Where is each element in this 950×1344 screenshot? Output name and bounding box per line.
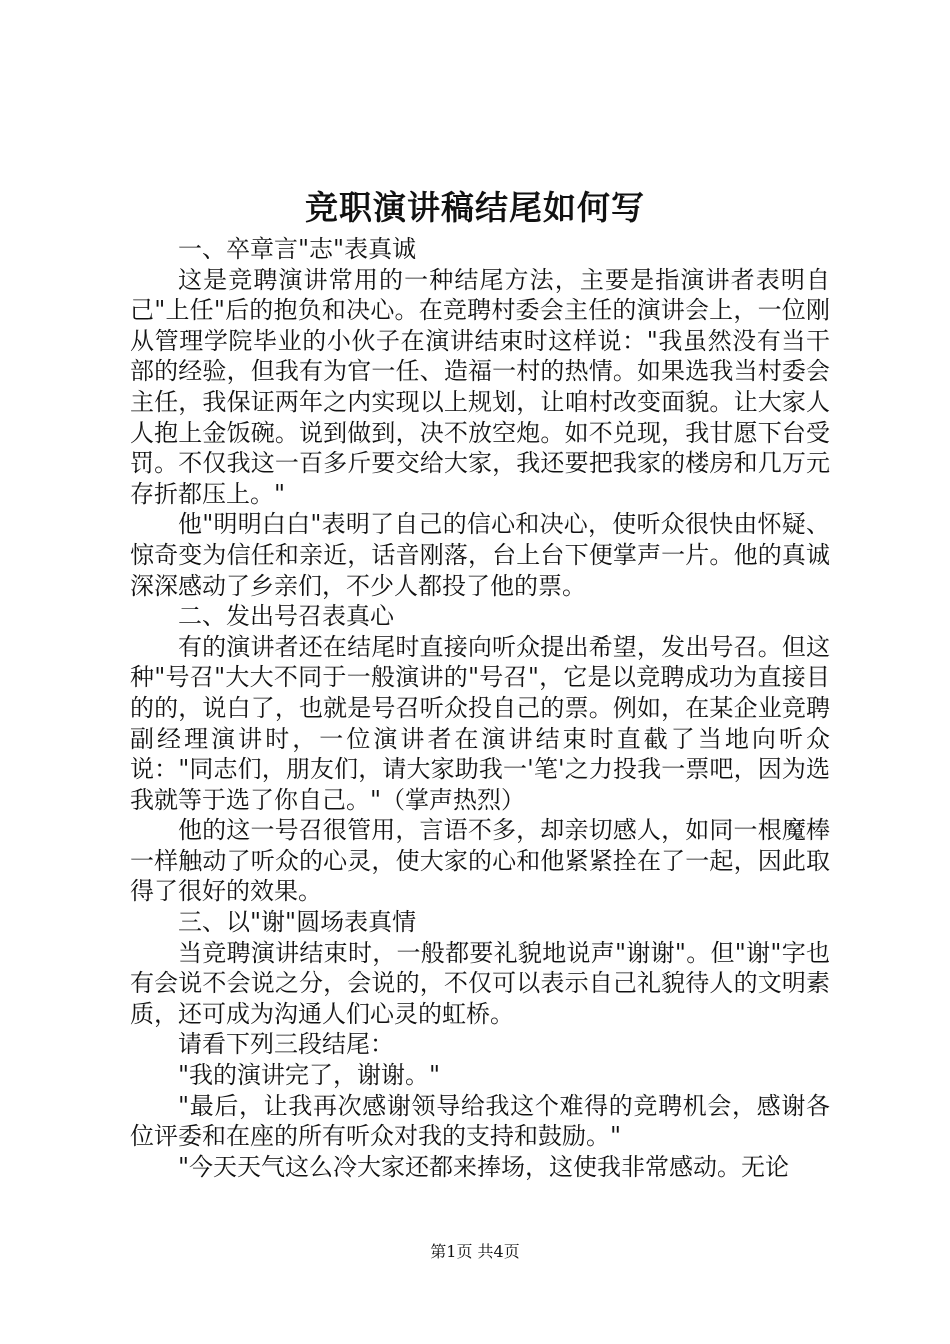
- paragraph: 有的演讲者还在结尾时直接向听众提出希望，发出号召。但这种"号召"大大不同于一般演讲的"号召"，它是以竞聘成功为直接目的的，说白了，也就是号召听众投自己的票。例如，在某企业竞聘副经理演讲时，一位演讲者在演讲结束时直截了当地向听众说："同志们，朋友们，请大家助我一'笔'之力投我一票吧，因为选我就等于选了你自己。"（掌声热烈）: [130, 632, 830, 814]
- paragraph: 请看下列三段结尾：: [178, 1030, 394, 1059]
- document-body: [130, 234, 830, 1182]
- heading-section-3: 三、以"谢"圆场表真情: [178, 908, 417, 937]
- quote-example: "今天天气这么冷大家还都来捧场，这使我非常感动。无论: [178, 1152, 790, 1181]
- document-title: 竞职演讲稿结尾如何写: [305, 188, 645, 227]
- paragraph: 当竞聘演讲结束时，一般都要礼貌地说声"谢谢"。但"谢"字也有会说不会说之分，会说的，不仅可以表示自己礼貌待人的文明素质，还可成为沟通人们心灵的虹桥。: [130, 938, 830, 1028]
- heading-section-1: 一、卒章言"志"表真诚: [178, 235, 417, 263]
- paragraph: 这是竞聘演讲常用的一种结尾方法，主要是指演讲者表明自己"上任"后的抱负和决心。在竞聘村委会主任的演讲会上，一位刚从管理学院毕业的小伙子在演讲结束时这样说："我虽然没有当干部的经验，但我有为官一任、造福一村的热情。如果选我当村委会主任，我保证两年之内实现以上规划，让咱村改变面貌。让大家人人抱上金饭碗。说到做到，决不放空炮。如不兑现，我甘愿下台受罚。不仅我这一百多斤要交给大家，我还要把我家的楼房和几万元存折都压上。": [130, 265, 830, 508]
- page-footer: 第1页 共4页: [430, 1242, 520, 1261]
- paragraph: 他的这一号召很管用，言语不多，却亲切感人，如同一根魔棒一样触动了听众的心灵，使大家的心和他紧紧拴在了一起，因此取得了很好的效果。: [130, 816, 830, 906]
- quote-example: "最后，让我再次感谢领导给我这个难得的竞聘机会，感谢各位评委和在座的所有听众对我的支持和鼓励。": [130, 1091, 830, 1151]
- paragraph: 他"明明白白"表明了自己的信心和决心，使听众很快由怀疑、惊奇变为信任和亲近，话音刚落，台上台下便掌声一片。他的真诚深深感动了乡亲们，不少人都投了他的票。: [130, 510, 830, 600]
- heading-section-2: 二、发出号召表真心: [178, 602, 394, 631]
- quote-example: "我的演讲完了，谢谢。": [178, 1061, 441, 1090]
